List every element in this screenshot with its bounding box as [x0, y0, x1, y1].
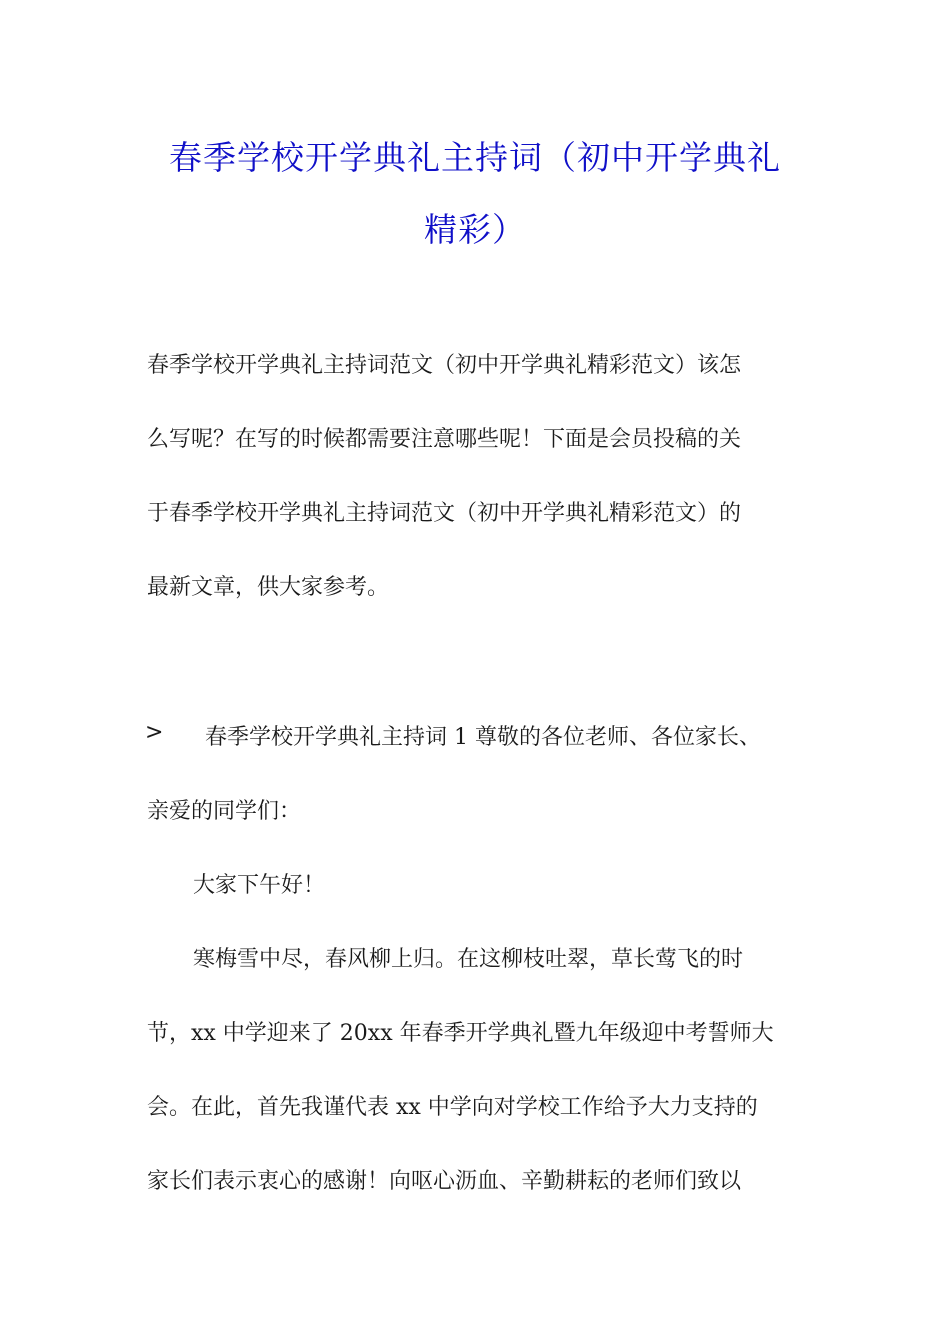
- intro-line: 么写呢？在写的时候都需要注意哪些呢！下面是会员投稿的关: [147, 427, 742, 452]
- intro-line: 最新文章，供大家参考。: [147, 575, 390, 600]
- section-heading-line-1: 春季学校开学典礼主持词 1 尊敬的各位老师、各位家长、: [205, 725, 761, 750]
- bullet-arrow-icon: >: [145, 720, 164, 745]
- document-title-line-1: 春季学校开学典礼主持词（初中开学典礼: [169, 138, 781, 177]
- section-heading-line-2: 亲爱的同学们：: [147, 799, 302, 824]
- document-title-line-2: 精彩）: [424, 210, 526, 249]
- body-line: 家长们表示衷心的感谢！向呕心沥血、辛勤耕耘的老师们致以: [147, 1169, 742, 1194]
- intro-line: 春季学校开学典礼主持词范文（初中开学典礼精彩范文）该怎: [147, 353, 742, 378]
- body-line: 寒梅雪中尽，春风柳上归。在这柳枝吐翠，草长莺飞的时: [193, 947, 744, 972]
- body-line: 节，xx 中学迎来了 20xx 年春季开学典礼暨九年级迎中考誓师大: [147, 1021, 774, 1046]
- greeting-text: 大家下午好！: [193, 873, 326, 898]
- intro-line: 于春季学校开学典礼主持词范文（初中开学典礼精彩范文）的: [147, 501, 742, 526]
- body-line: 会。在此，首先我谨代表 xx 中学向对学校工作给予大力支持的: [147, 1095, 758, 1120]
